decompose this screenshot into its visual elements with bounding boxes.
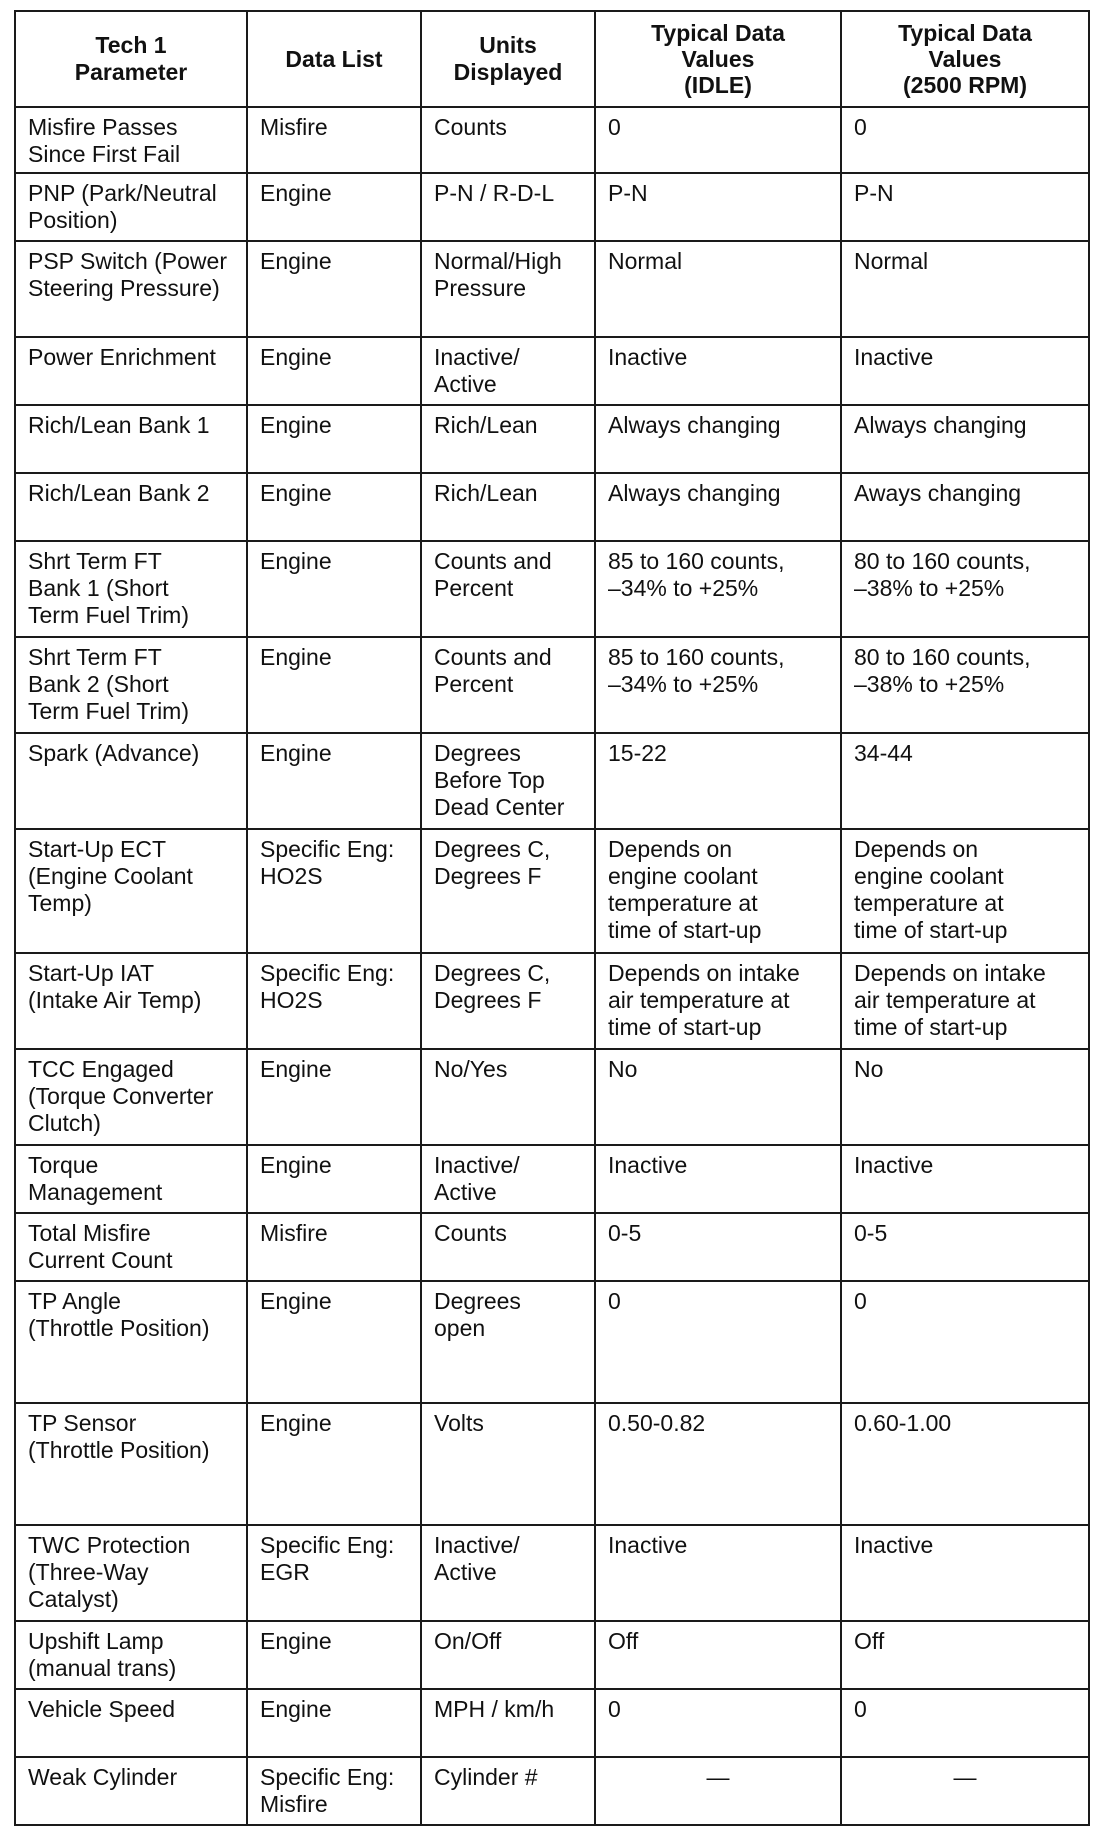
cell-parameter: Start-Up ECT (Engine Coolant Temp) (15, 829, 247, 953)
table-row (15, 1049, 1089, 1145)
table-row (15, 733, 1089, 829)
cell-idle-value: 0 (595, 1689, 841, 1757)
cell-parameter: TP Angle (Throttle Position) (15, 1281, 247, 1403)
table-row (15, 1145, 1089, 1213)
cell-data-list: Engine (247, 1049, 421, 1145)
cell-idle-value: 85 to 160 counts, –34% to +25% (595, 637, 841, 733)
cell-data-list: Specific Eng: HO2S (247, 829, 421, 953)
cell-parameter: Torque Management (15, 1145, 247, 1213)
cell-data-list: Engine (247, 1281, 421, 1403)
cell-idle-value: Inactive (595, 1525, 841, 1621)
cell-units: Degrees C, Degrees F (421, 953, 595, 1049)
cell-idle-value: Inactive (595, 337, 841, 405)
cell-2500rpm-value: 0 (841, 1281, 1089, 1403)
cell-parameter: Rich/Lean Bank 1 (15, 405, 247, 473)
cell-parameter: Misfire Passes Since First Fail (15, 107, 247, 173)
cell-data-list: Specific Eng: Misfire (247, 1757, 421, 1825)
header-tech1-parameter: Tech 1 Parameter (15, 11, 247, 107)
table-row (15, 473, 1089, 541)
cell-units: Rich/Lean (421, 473, 595, 541)
cell-idle-value: No (595, 1049, 841, 1145)
cell-units: Counts and Percent (421, 637, 595, 733)
table-row (15, 637, 1089, 733)
cell-data-list: Specific Eng: EGR (247, 1525, 421, 1621)
table-row (15, 1689, 1089, 1757)
cell-idle-value: Always changing (595, 473, 841, 541)
cell-units: Volts (421, 1403, 595, 1525)
cell-2500rpm-value: Off (841, 1621, 1089, 1689)
cell-parameter: TCC Engaged (Torque Converter Clutch) (15, 1049, 247, 1145)
cell-data-list: Misfire (247, 107, 421, 173)
cell-idle-value: Depends on engine coolant temperature at time of start-up (595, 829, 841, 953)
cell-data-list: Engine (247, 1403, 421, 1525)
cell-idle-value: 0.50-0.82 (595, 1403, 841, 1525)
cell-2500rpm-value: P-N (841, 173, 1089, 241)
table-row (15, 337, 1089, 405)
table-row (15, 1525, 1089, 1621)
cell-2500rpm-value: 0 (841, 107, 1089, 173)
cell-parameter: TWC Protection (Three-Way Catalyst) (15, 1525, 247, 1621)
cell-parameter: PSP Switch (Power Steering Pressure) (15, 241, 247, 337)
cell-parameter: Weak Cylinder (15, 1757, 247, 1825)
cell-data-list: Engine (247, 173, 421, 241)
cell-parameter: PNP (Park/Neutral Position) (15, 173, 247, 241)
table-row (15, 1757, 1089, 1825)
cell-data-list: Misfire (247, 1213, 421, 1281)
cell-parameter: Total Misfire Current Count (15, 1213, 247, 1281)
cell-data-list: Engine (247, 541, 421, 637)
cell-parameter: Spark (Advance) (15, 733, 247, 829)
table-row (15, 953, 1089, 1049)
cell-2500rpm-value: 0.60-1.00 (841, 1403, 1089, 1525)
table-header-row (15, 11, 1089, 107)
cell-idle-value: — (595, 1757, 841, 1825)
cell-units: Rich/Lean (421, 405, 595, 473)
cell-idle-value: Always changing (595, 405, 841, 473)
cell-idle-value: 0 (595, 1281, 841, 1403)
cell-data-list: Engine (247, 637, 421, 733)
cell-2500rpm-value: — (841, 1757, 1089, 1825)
cell-units: P-N / R-D-L (421, 173, 595, 241)
cell-units: Inactive/ Active (421, 337, 595, 405)
cell-idle-value: 0-5 (595, 1213, 841, 1281)
cell-2500rpm-value: Inactive (841, 1145, 1089, 1213)
document-page (14, 10, 1088, 1826)
cell-data-list: Engine (247, 1621, 421, 1689)
cell-parameter: Vehicle Speed (15, 1689, 247, 1757)
cell-2500rpm-value: Depends on intake air temperature at time of start-up (841, 953, 1089, 1049)
cell-parameter: Shrt Term FT Bank 2 (Short Term Fuel Trim) (15, 637, 247, 733)
cell-parameter: Rich/Lean Bank 2 (15, 473, 247, 541)
table-row (15, 541, 1089, 637)
table-row (15, 405, 1089, 473)
cell-2500rpm-value: Normal (841, 241, 1089, 337)
cell-idle-value: Depends on intake air temperature at time of start-up (595, 953, 841, 1049)
cell-units: Degrees C, Degrees F (421, 829, 595, 953)
cell-units: MPH / km/h (421, 1689, 595, 1757)
cell-units: Counts (421, 1213, 595, 1281)
cell-2500rpm-value: Depends on engine coolant temperature at time of start-up (841, 829, 1089, 953)
cell-units: Degrees open (421, 1281, 595, 1403)
cell-units: Degrees Before Top Dead Center (421, 733, 595, 829)
cell-parameter: Start-Up IAT (Intake Air Temp) (15, 953, 247, 1049)
cell-2500rpm-value: 34-44 (841, 733, 1089, 829)
cell-idle-value: Off (595, 1621, 841, 1689)
table-row (15, 1403, 1089, 1525)
cell-data-list: Engine (247, 337, 421, 405)
table-row (15, 173, 1089, 241)
tech1-data-table (14, 10, 1090, 1826)
cell-idle-value: 85 to 160 counts, –34% to +25% (595, 541, 841, 637)
cell-units: Cylinder # (421, 1757, 595, 1825)
cell-data-list: Engine (247, 405, 421, 473)
cell-parameter: Shrt Term FT Bank 1 (Short Term Fuel Trim) (15, 541, 247, 637)
cell-data-list: Engine (247, 733, 421, 829)
cell-data-list: Engine (247, 1689, 421, 1757)
cell-2500rpm-value: 0 (841, 1689, 1089, 1757)
header-typical-2500rpm: Typical Data Values (2500 RPM) (841, 11, 1089, 107)
cell-2500rpm-value: 80 to 160 counts, –38% to +25% (841, 541, 1089, 637)
cell-parameter: TP Sensor (Throttle Position) (15, 1403, 247, 1525)
cell-idle-value: 15-22 (595, 733, 841, 829)
cell-data-list: Engine (247, 241, 421, 337)
table-row (15, 1213, 1089, 1281)
cell-data-list: Engine (247, 473, 421, 541)
header-data-list: Data List (247, 11, 421, 107)
cell-2500rpm-value: Inactive (841, 1525, 1089, 1621)
cell-units: Counts and Percent (421, 541, 595, 637)
cell-idle-value: Inactive (595, 1145, 841, 1213)
cell-2500rpm-value: 0-5 (841, 1213, 1089, 1281)
cell-2500rpm-value: Inactive (841, 337, 1089, 405)
cell-units: On/Off (421, 1621, 595, 1689)
table-row (15, 1621, 1089, 1689)
cell-units: No/Yes (421, 1049, 595, 1145)
cell-idle-value: P-N (595, 173, 841, 241)
cell-idle-value: 0 (595, 107, 841, 173)
cell-parameter: Upshift Lamp (manual trans) (15, 1621, 247, 1689)
cell-2500rpm-value: 80 to 160 counts, –38% to +25% (841, 637, 1089, 733)
header-typical-idle: Typical Data Values (IDLE) (595, 11, 841, 107)
header-units-displayed: Units Displayed (421, 11, 595, 107)
cell-units: Inactive/ Active (421, 1145, 595, 1213)
table-row (15, 241, 1089, 337)
cell-2500rpm-value: Aways changing (841, 473, 1089, 541)
cell-units: Normal/High Pressure (421, 241, 595, 337)
cell-parameter: Power Enrichment (15, 337, 247, 405)
table-row (15, 1281, 1089, 1403)
cell-2500rpm-value: No (841, 1049, 1089, 1145)
cell-units: Counts (421, 107, 595, 173)
cell-2500rpm-value: Always changing (841, 405, 1089, 473)
cell-data-list: Specific Eng: HO2S (247, 953, 421, 1049)
cell-data-list: Engine (247, 1145, 421, 1213)
table-row (15, 829, 1089, 953)
table-row (15, 107, 1089, 173)
cell-units: Inactive/ Active (421, 1525, 595, 1621)
cell-idle-value: Normal (595, 241, 841, 337)
